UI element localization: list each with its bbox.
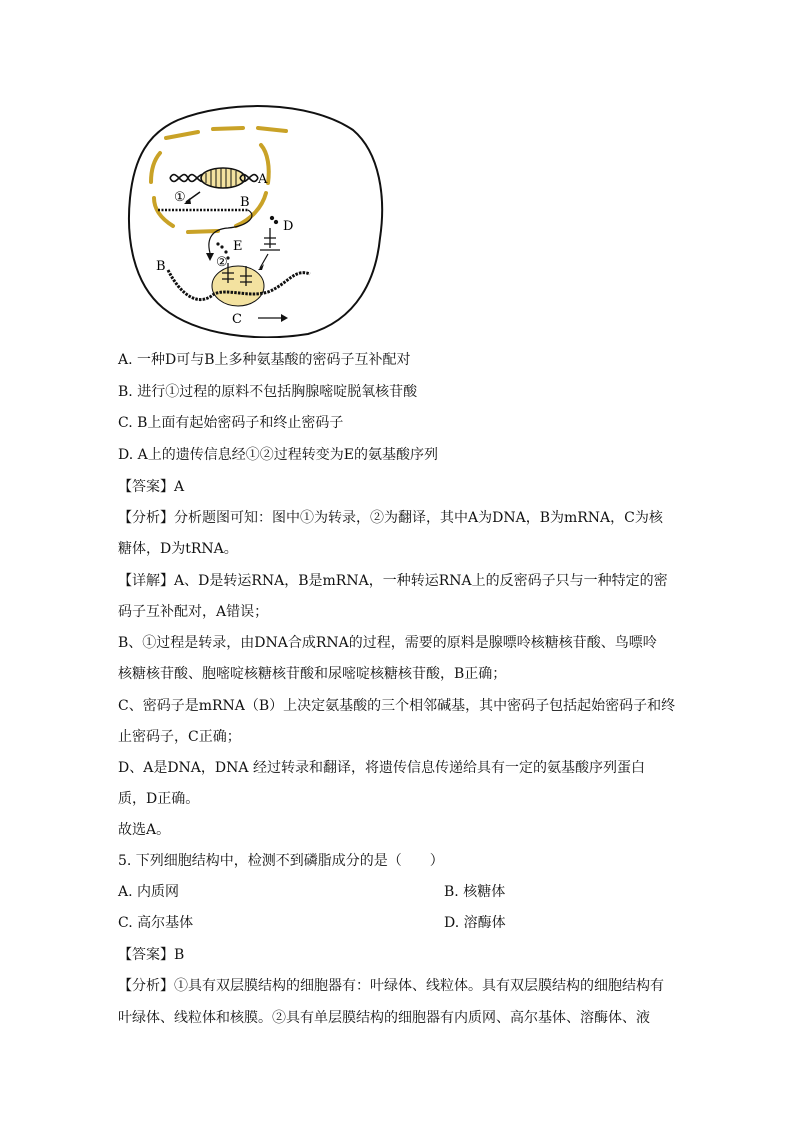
q5-analysis-line-1: 【分析】①具有双层膜结构的细胞器有：叶绿体、线粒体。具有双层膜结构的细胞结构有 [118, 978, 664, 994]
q4-analysis-line-1: 【分析】分析题图可知：图中①为转录，②为翻译，其中A为DNA，B为mRNA，C为核 [118, 510, 663, 526]
q4-detail-line-7: D、A是DNA，DNA 经过转录和翻译，将遗传信息传递给具有一定的氨基酸序列蛋白 [118, 760, 645, 776]
label-e: E [233, 239, 243, 254]
q5-option-a: A. 内质网 [118, 884, 180, 900]
q4-option-a: A. 一种D可与B上多种氨基酸的密码子互补配对 [118, 352, 411, 368]
label-d: D [283, 219, 294, 234]
q4-option-d: D. A上的遗传信息经①②过程转变为E的氨基酸序列 [118, 447, 438, 463]
label-circle1: ① [174, 190, 186, 205]
transcription-translation-diagram [118, 98, 388, 338]
q5-option-c: C. 高尔基体 [118, 915, 194, 931]
q4-detail-line-3: B、①过程是转录，由DNA合成RNA的过程，需要的原料是腺嘌呤核糖核苷酸、鸟嘌呤 [118, 635, 657, 651]
label-a: A [258, 172, 268, 187]
label-c: C [232, 312, 242, 327]
q4-detail-line-1: 【详解】A、D是转运RNA，B是mRNA，一种转运RNA上的反密码子只与一种特定的密 [118, 573, 668, 589]
q4-answer: 【答案】A [118, 479, 185, 495]
q4-option-b: B. 进行①过程的原料不包括胸腺嘧啶脱氧核苷酸 [118, 384, 418, 400]
dna-helix [170, 168, 258, 188]
q4-detail-line-2: 码子互补配对，A错误； [118, 604, 269, 620]
label-b2: B [156, 259, 166, 274]
ribosome [212, 266, 264, 306]
q5-analysis-line-2: 叶绿体、线粒体和核膜。②具有单层膜结构的细胞器有内质网、高尔基体、溶酶体、液 [118, 1010, 650, 1026]
q4-detail-line-4: 核糖核苷酸、胞嘧啶核糖核苷酸和尿嘧啶核糖核苷酸，B正确； [118, 666, 507, 682]
q4-detail-line-9: 故选A。 [118, 822, 171, 838]
q4-detail-line-6: 止密码子，C正确； [118, 729, 241, 745]
q5-stem: 5. 下列细胞结构中，检测不到磷脂成分的是（ ） [118, 853, 444, 869]
label-b1: B [240, 195, 250, 210]
q5-option-d: D. 溶酶体 [444, 915, 506, 931]
q4-detail-line-8: 质，D正确。 [118, 791, 200, 807]
label-circle2: ② [216, 255, 228, 270]
q5-option-b: B. 核糖体 [444, 884, 506, 900]
q4-option-c: C. B上面有起始密码子和终止密码子 [118, 415, 344, 431]
q4-detail-line-5: C、密码子是mRNA（B）上决定氨基酸的三个相邻碱基，其中密码子包括起始密码子和终 [118, 698, 676, 714]
trna-d [260, 217, 280, 251]
q4-analysis-line-2: 糖体，D为tRNA。 [118, 541, 238, 557]
q5-answer: 【答案】B [118, 947, 185, 963]
